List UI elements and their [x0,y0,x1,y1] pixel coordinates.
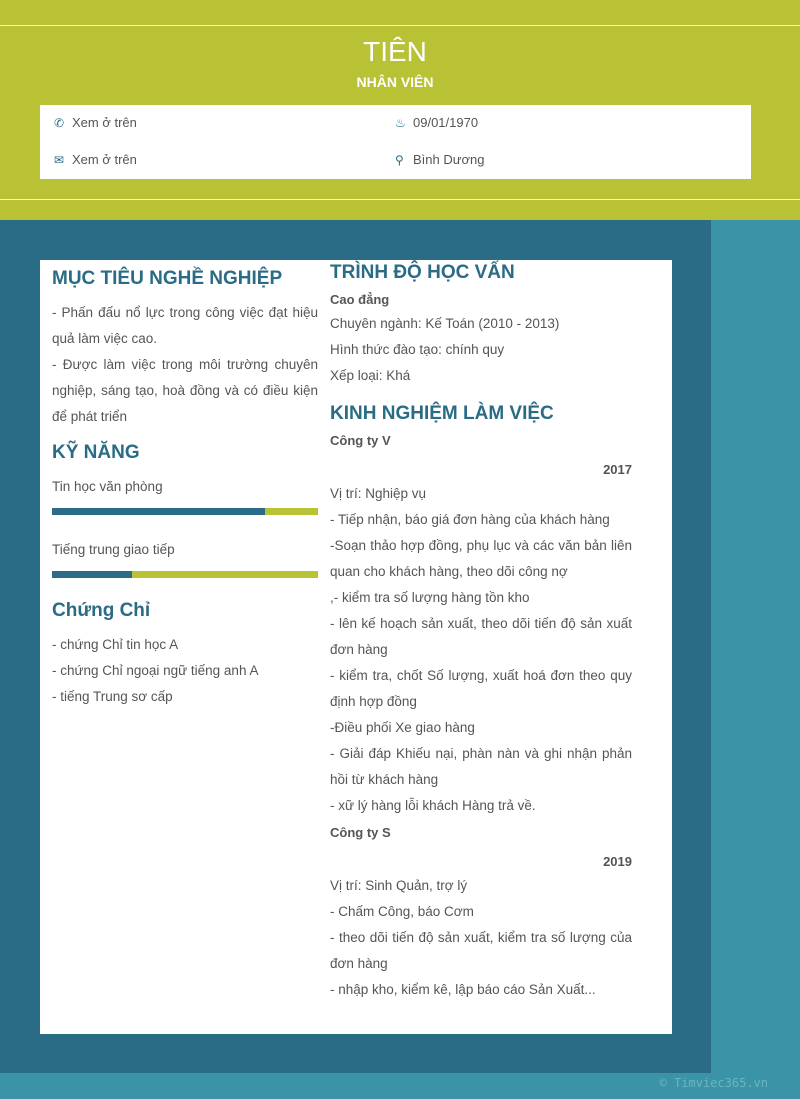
objective-line: - Được làm việc trong môi trường chuyên nghiệp, sáng tạo, hoà đồng và có điều kiện để phát triển [52,357,318,424]
skill-bar-fill [52,508,265,515]
left-column [52,268,318,710]
job-year: 2019 [603,854,632,869]
job-line: - theo dõi tiến độ sản xuất, kiểm tra số lượng của đơn hàng [330,930,632,971]
education-line: Chuyên ngành: Kế Toán (2010 - 2013) [330,316,560,331]
job-line: ,- kiểm tra số lượng hàng tồn kho [330,590,530,605]
skills-heading: KỸ NĂNG [52,442,140,463]
contact-birthday [395,115,478,130]
experience-heading: KINH NGHIỆM LÀM VIỆC [330,403,554,424]
header-divider-bottom [0,199,800,200]
contact-phone-value: Xem ở trên [72,115,137,130]
right-column [330,262,632,1003]
education-heading: TRÌNH ĐỘ HỌC VẤN [330,262,515,283]
contact-box [40,105,751,179]
job-line: - kiểm tra, chốt Số lượng, xuất hoá đơn theo quy định hợp đồng [330,668,632,709]
contact-location-value: Bình Dương [413,152,485,167]
job-company: Công ty V [330,433,391,448]
skill-bar [52,508,318,515]
contact-email-value: Xem ở trên [72,152,137,167]
contact-phone [54,115,137,130]
skill-bar-fill [52,571,132,578]
contact-birthday-value: 09/01/1970 [413,115,479,130]
certificate-item: - tiếng Trung sơ cấp [52,689,173,704]
education-line: Xếp loại: Khá [330,368,411,383]
job-company: Công ty S [330,825,391,840]
certificates-heading: Chứng Chỉ [52,600,151,621]
watermark: © Timviec365.vn [659,1076,768,1090]
phone-icon: ✆ [54,115,65,130]
skill-name: Tin học văn phòng [52,479,163,494]
candidate-name: TIÊN [363,36,427,67]
contact-location [395,152,484,167]
candidate-position: NHÂN VIÊN [356,74,434,90]
job-year: 2017 [603,462,632,477]
job-line: - lên kế hoạch sản xuất, theo dõi tiến độ sản xuất đơn hàng [330,616,632,657]
job-line: - xữ lý hàng lỗi khách Hàng trả về. [330,798,536,813]
job-line: -Điều phối Xe giao hàng [330,720,475,735]
education-degree: Cao đẳng [330,292,390,307]
job-line: - Giải đáp Khiếu nại, phàn nàn và ghi nhận phản hồi từ khách hàng [330,746,632,787]
job-line: - Tiếp nhận, báo giá đơn hàng của khách hàng [330,512,610,527]
job-line: - Chấm Công, báo Cơm [330,904,474,919]
contact-email [54,152,137,167]
skill-bar [52,571,318,578]
certificate-item: - chứng Chỉ tin học A [52,637,179,652]
job-line: -Soạn thảo hợp đồng, phụ lục và các văn bản liên quan cho khách hàng, theo dõi công nợ [330,538,632,579]
objective-line: - Phấn đấu nổ lực trong công việc đạt hiệu quả làm việc cao. [52,305,318,346]
objective-heading: MỤC TIÊU NGHỀ NGHIỆP [52,268,283,289]
certificate-item: - chứng Chỉ ngoại ngữ tiếng anh A [52,663,259,678]
job-line: - nhập kho, kiểm kê, lập báo cáo Sản Xuất... [330,982,596,997]
job-line: Vị trí: Nghiệp vụ [330,486,427,501]
education-line: Hình thức đào tạo: chính quy [330,342,505,357]
job-line: Vị trí: Sinh Quản, trợ lý [330,878,468,893]
envelope-icon: ✉ [54,152,65,167]
header-divider-top [0,25,800,26]
map-pin-icon: ⚲ [395,152,404,167]
cake-icon: ♨ [395,115,406,130]
skill-name: Tiếng trung giao tiếp [52,542,175,557]
